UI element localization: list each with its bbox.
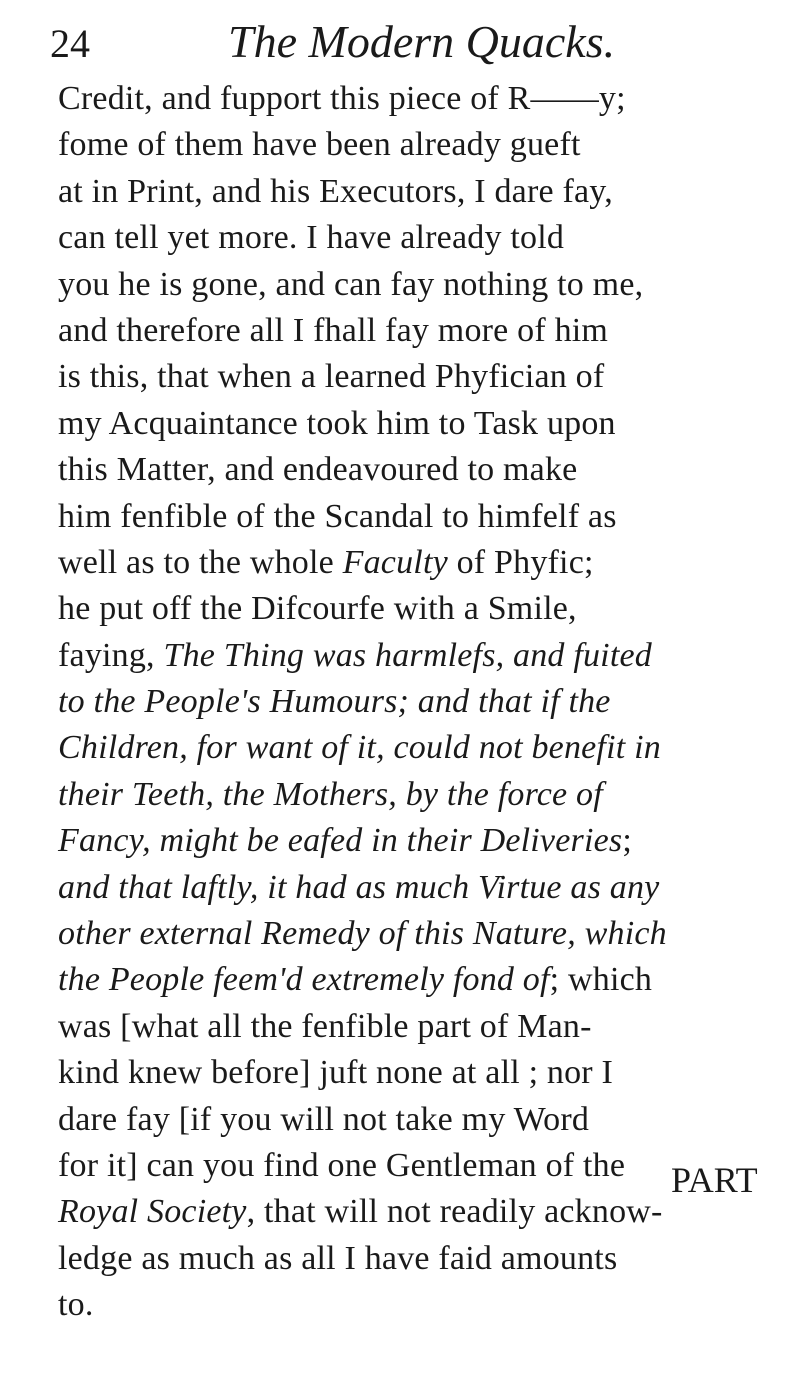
italic-text: the People feem'd extremely fond of	[58, 961, 550, 999]
text-line	[58, 1004, 778, 1050]
text-line	[58, 633, 778, 679]
text-line	[58, 1236, 778, 1282]
italic-text: The Thing was harmlefs, and fuited	[163, 636, 652, 674]
text-line	[58, 1282, 778, 1328]
text-line	[58, 262, 778, 308]
text-line	[58, 772, 778, 818]
roman-text: dare fay [if you will not take my Word	[58, 1100, 590, 1138]
italic-text: and that laftly, it had as much Virtue as any	[58, 868, 660, 906]
text-line	[58, 447, 778, 493]
text-line	[58, 540, 778, 586]
text-line	[58, 494, 778, 540]
roman-text: fome of them have been already gueft	[58, 126, 581, 164]
roman-text: he put off the Difcourfe with a Smile,	[58, 590, 577, 628]
text-line	[58, 1050, 778, 1096]
roman-text: this Matter, and endeavoured to make	[58, 451, 578, 489]
roman-text: to.	[58, 1286, 94, 1324]
text-line	[58, 586, 778, 632]
italic-text: Faculty	[342, 543, 448, 581]
text-line	[58, 169, 778, 215]
roman-text: Credit, and fupport this piece of R——y;	[58, 80, 626, 117]
text-line	[58, 818, 778, 864]
roman-text: my Acquaintance took him to Task upon	[58, 404, 616, 442]
roman-text: ;	[622, 822, 632, 860]
text-line	[58, 957, 778, 1003]
roman-text: is this, that when a learned Phyfician of	[58, 358, 605, 396]
roman-text: of Phyfic;	[447, 543, 594, 581]
page-header	[50, 12, 770, 72]
roman-text: and therefore all I fhall fay more of him	[58, 311, 609, 349]
roman-text: you he is gone, and can fay nothing to me,	[58, 265, 644, 303]
roman-text: kind knew before] juft none at all ; nor I	[58, 1054, 614, 1092]
roman-text: him fenfible of the Scandal to himfelf as	[58, 497, 617, 535]
italic-text: their Teeth, the Mothers, by the force of	[58, 775, 603, 813]
page-number: 24	[50, 21, 90, 66]
text-line	[58, 1143, 778, 1189]
running-title: The Modern Quacks.	[228, 16, 616, 67]
text-line	[58, 725, 778, 771]
text-line	[58, 76, 778, 122]
roman-text: ; which	[549, 961, 653, 999]
roman-text: faying,	[58, 636, 164, 674]
italic-text: Children, for want of it, could not benefit in	[58, 729, 661, 767]
roman-text: was [what all the fenfible part of Man-	[58, 1007, 592, 1045]
text-line	[58, 308, 778, 354]
italic-text: Fancy, might be eafed in their Deliveries	[58, 822, 623, 860]
text-line	[58, 865, 778, 911]
roman-text: , that will not readily acknow-	[246, 1193, 663, 1231]
text-line	[58, 215, 778, 261]
text-line	[58, 1097, 778, 1143]
italic-text: to the People's Humours; and that if the	[58, 683, 611, 721]
roman-text: can tell yet more. I have already told	[58, 219, 565, 257]
catchword: PART	[671, 1160, 758, 1200]
text-line	[58, 911, 778, 957]
roman-text: for it] can you find one Gentleman of the	[58, 1146, 626, 1184]
roman-text: ledge as much as all I have faid amounts	[58, 1239, 618, 1277]
italic-text: Royal Society	[58, 1193, 247, 1231]
roman-text: at in Print, and his Executors, I dare fay,	[58, 172, 613, 210]
text-line	[58, 401, 778, 447]
text-line	[58, 1189, 778, 1235]
roman-text: well as to the whole	[58, 543, 343, 581]
body-text	[58, 76, 778, 1329]
text-line	[58, 122, 778, 168]
text-line	[58, 679, 778, 725]
italic-text: other external Remedy of this Nature, which	[58, 915, 667, 953]
text-line	[58, 354, 778, 400]
